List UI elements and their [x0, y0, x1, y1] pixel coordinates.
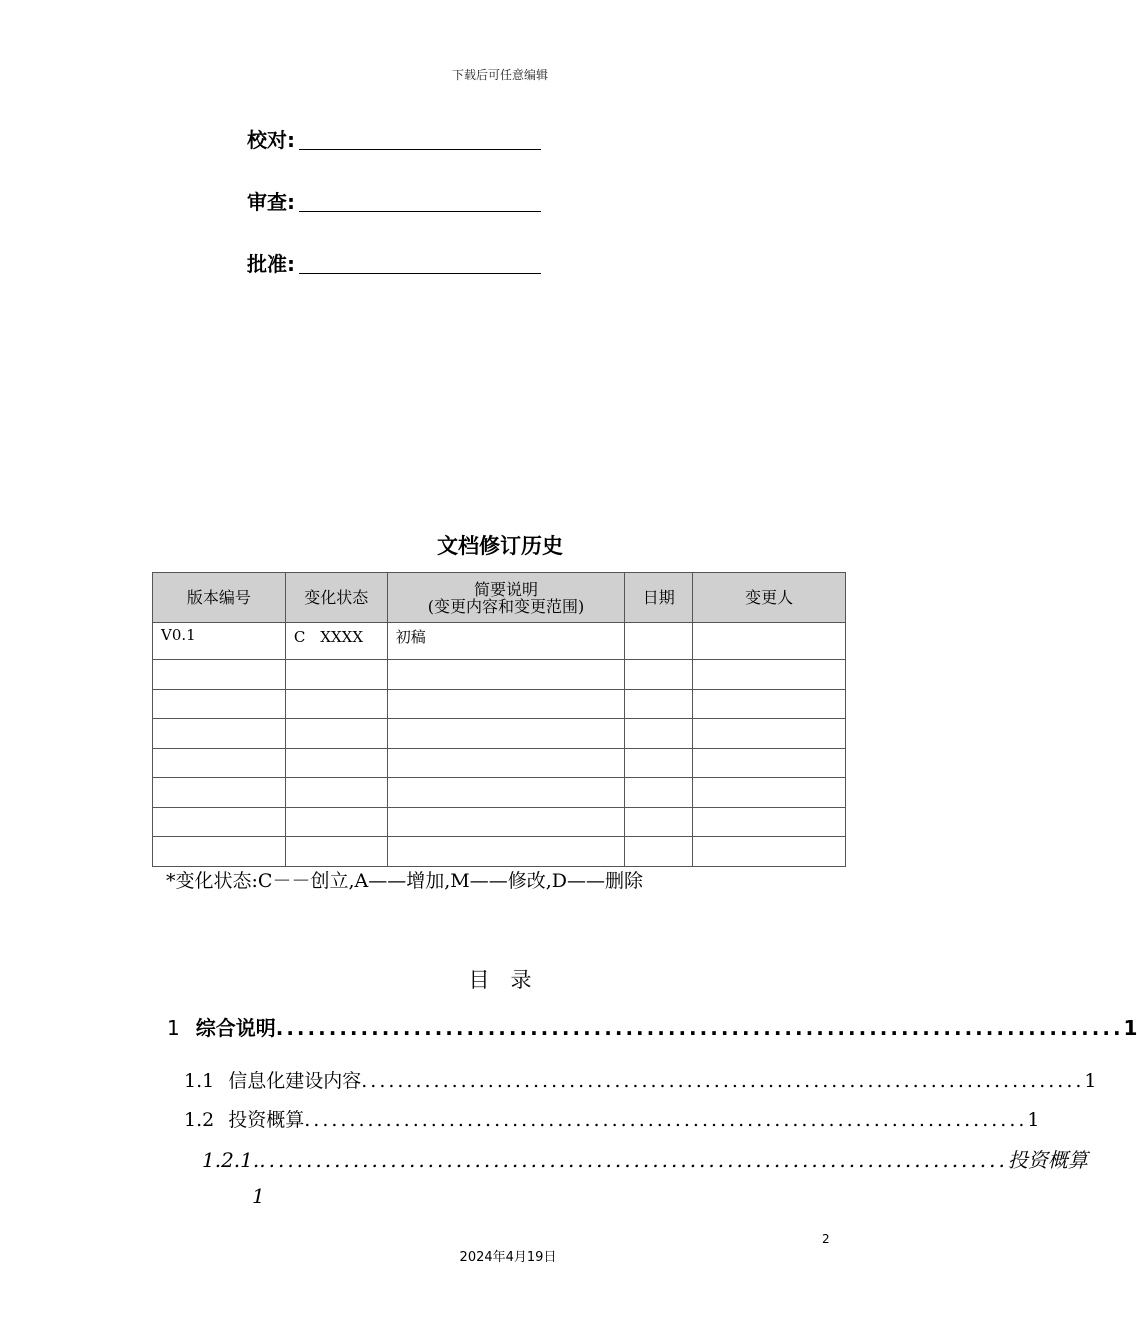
- header-summary-line2: (变更内容和变更范围): [427, 596, 585, 616]
- cell-date: [625, 719, 693, 749]
- cell-summary: [387, 748, 625, 778]
- footer-date: 2024年4月19日: [459, 1250, 557, 1265]
- cell-version: V0.1: [153, 623, 286, 660]
- cell-change-status: [285, 660, 387, 690]
- review-row: [247, 184, 541, 214]
- cell-changer: [693, 748, 846, 778]
- approve-label: 批准:: [247, 252, 295, 276]
- header-version: 版本编号: [153, 573, 286, 623]
- table-row: [153, 719, 846, 749]
- toc-entry-text: 信息化建设内容: [228, 1070, 362, 1092]
- toc-entry-1-2-1[interactable]: [202, 1144, 1088, 1173]
- toc-entry-number: 1: [167, 1016, 180, 1040]
- header-summary-line1: 简要说明: [474, 579, 539, 599]
- cell-change-status: [285, 807, 387, 837]
- cell-version: [153, 807, 286, 837]
- toc-entry-text: 投资概算: [1007, 1148, 1088, 1172]
- cell-change-status: [285, 778, 387, 808]
- approve-signature-line: [299, 253, 541, 274]
- toc-entry-number: 1.2: [184, 1109, 215, 1131]
- header-summary: [387, 573, 625, 623]
- toc-entry-page: 1: [1027, 1109, 1040, 1131]
- review-label: 审查:: [247, 190, 295, 214]
- toc-entry-1[interactable]: [167, 1012, 1137, 1041]
- revision-history-title: 文档修订历史: [437, 534, 563, 558]
- cell-changer: [693, 623, 846, 660]
- change-status-note: *变化状态:C－－创立,A——增加,M——修改,D——删除: [166, 870, 643, 892]
- cell-date: [625, 623, 693, 660]
- cell-changer: [693, 837, 846, 867]
- cell-changer: [693, 807, 846, 837]
- cell-change-status: [285, 689, 387, 719]
- review-signature-line: [299, 191, 541, 212]
- toc-title: 目 录: [468, 968, 532, 992]
- toc-entry-page: 1: [1084, 1070, 1097, 1092]
- cell-summary: [387, 837, 625, 867]
- proofread-row: [247, 122, 541, 152]
- toc-entry-1-2-1-page: 1: [252, 1184, 265, 1208]
- cell-change-status: [285, 719, 387, 749]
- toc-leader-dots: ................................................................................: [361, 1070, 1085, 1092]
- header-changer: 变更人: [693, 573, 846, 623]
- cell-change-status: C XXXX: [285, 623, 387, 660]
- table-row: [153, 660, 846, 690]
- cell-date: [625, 660, 693, 690]
- cell-changer: [693, 689, 846, 719]
- cell-version: [153, 778, 286, 808]
- toc-entry-number: 1.2.1.: [202, 1148, 260, 1172]
- revision-history-table: [152, 572, 846, 867]
- cell-date: [625, 807, 693, 837]
- toc-entry-number: 1.1: [184, 1070, 215, 1092]
- cell-change-status: [285, 748, 387, 778]
- cell-summary: [387, 778, 625, 808]
- cell-summary: [387, 807, 625, 837]
- toc-entry-1-1[interactable]: [184, 1066, 1097, 1093]
- table-row: [153, 778, 846, 808]
- cell-version: [153, 837, 286, 867]
- proofread-label: 校对:: [247, 128, 295, 152]
- toc-leader-dots: ................................................................................: [304, 1109, 1028, 1131]
- cell-changer: [693, 660, 846, 690]
- header-change-status: 变化状态: [285, 573, 387, 623]
- approve-row: [247, 246, 541, 276]
- table-row: [153, 837, 846, 867]
- table-row: [153, 623, 846, 660]
- header-date: 日期: [625, 573, 693, 623]
- cell-date: [625, 778, 693, 808]
- cell-date: [625, 689, 693, 719]
- cell-date: [625, 837, 693, 867]
- cell-version: [153, 660, 286, 690]
- cell-version: [153, 689, 286, 719]
- cell-summary: [387, 719, 625, 749]
- toc-entry-text: 综合说明: [195, 1016, 276, 1040]
- toc-entry-text: 投资概算: [228, 1109, 305, 1131]
- cell-version: [153, 719, 286, 749]
- table-row: [153, 748, 846, 778]
- header-note: 下载后可任意编辑: [451, 68, 548, 82]
- cell-changer: [693, 719, 846, 749]
- cell-version: [153, 748, 286, 778]
- table-header-row: [153, 573, 846, 623]
- table-row: [153, 807, 846, 837]
- proofread-signature-line: [299, 129, 541, 150]
- cell-date: [625, 748, 693, 778]
- page-number: 2: [822, 1232, 830, 1246]
- cell-summary: 初稿: [387, 623, 625, 660]
- cell-summary: [387, 689, 625, 719]
- toc-entry-1-2[interactable]: [184, 1105, 1040, 1132]
- cell-summary: [387, 660, 625, 690]
- toc-leader-dots: ................................................................................: [259, 1148, 1008, 1172]
- cell-changer: [693, 778, 846, 808]
- toc-leader-dots: ................................................................................: [275, 1016, 1124, 1040]
- table-row: [153, 689, 846, 719]
- toc-entry-page: 1: [1123, 1016, 1137, 1040]
- cell-change-status: [285, 837, 387, 867]
